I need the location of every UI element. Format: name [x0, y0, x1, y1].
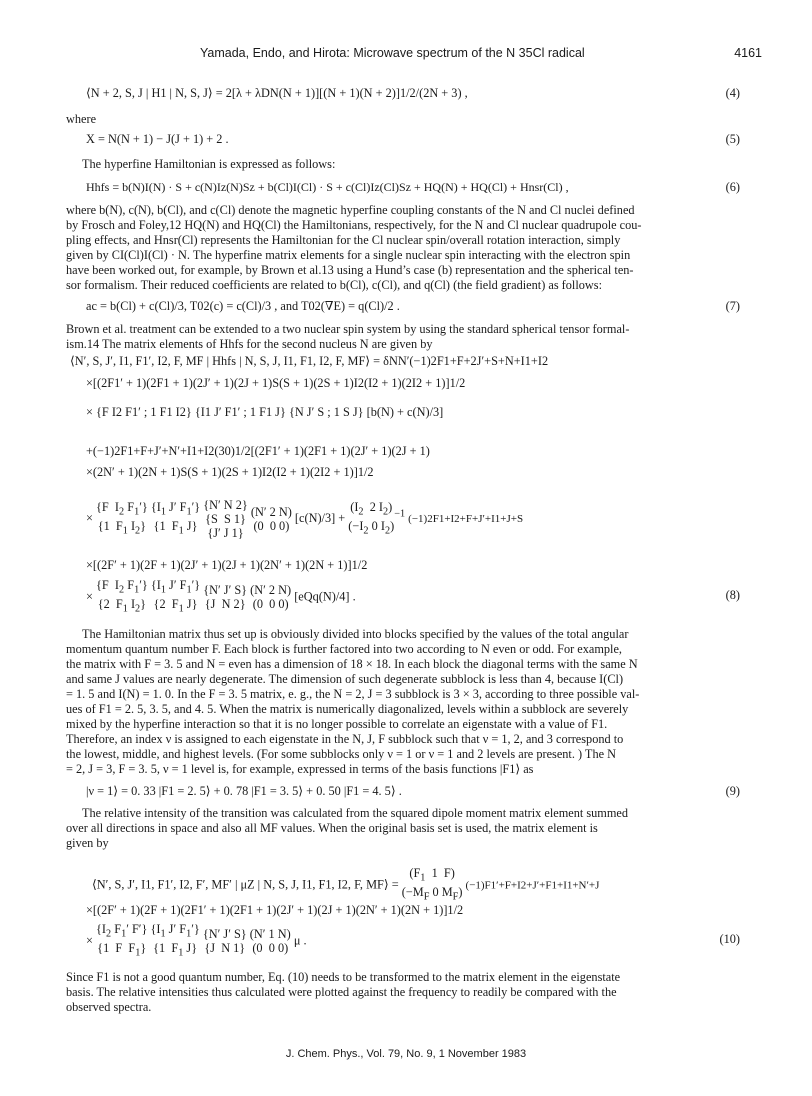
six-j-symbol: {$I_1$ J′ $F_1'$} {2 $F_1$ J}	[150, 578, 201, 615]
paragraph-4-line: given by	[66, 836, 109, 850]
eq10-phase: (−1)F1′+F+I2+J′+F1+I1+N′+J	[465, 879, 600, 892]
equation-10-line-1	[92, 866, 599, 905]
equation-10-line-2: ×[(2F′ + 1)(2F + 1)(2F1′ + 1)(2F1 + 1)(2J′ + 1)(2J + 1)(2N′ + 1)(2N + 1)]1/2	[86, 903, 464, 917]
equation-8-line-2: ×[(2F1′ + 1)(2F1 + 1)(2J′ + 1)(2J + 1)S(S + 1)(2S + 1)I2(I2 + 1)(2I2 + 1)]1/2	[86, 376, 466, 390]
equation-8-line-4: +(−1)2F1+F+J′+N′+I1+I2(30)1/2[(2F1′ + 1)(2F1 + 1)(2J′ + 1)(2J + 1)	[86, 444, 430, 458]
equation-4-number: (4)	[725, 86, 740, 100]
eq8-cN-term: [c(N)/3] +	[294, 510, 346, 525]
paragraph-1-line: where b(N), c(N), b(Cl), and c(Cl) denote the magnetic hyperfine coupling constants of the N and Cl nuclei defined	[66, 203, 635, 217]
paragraph-3-line: Therefore, an index ν is assigned to each eigenstate in the N, J, F subblock such that ν = 1, 2, and 3 correspond to	[66, 732, 624, 746]
equation-8-line-1: ⟨N′, S, J′, I1, F1′, I2, F, MF | Hhfs | N, S, J, I1, F1, I2, F, MF⟩ = δNN′(−1)2F1+F+2J′+S+N+I1+I2	[70, 354, 549, 368]
equation-7: ac = b(Cl) + c(Cl)/3, T02(c) = c(Cl)/3 , and T02(∇E) = q(Cl)/2 .	[86, 299, 400, 313]
paragraph-1-line: by Frosch and Foley,12 HQ(N) and HQ(Cl) the Hamiltonians, respectively, for the N and Cl nuclear quadrupole cou-	[66, 218, 642, 232]
equation-6-number: (6)	[725, 180, 740, 194]
hyperfine-intro: The hyperfine Hamiltonian is expressed as follows:	[82, 157, 336, 171]
equation-8-line-7: ×[(2F′ + 1)(2F + 1)(2J′ + 1)(2J + 1)(2N′ + 1)(2N + 1)]1/2	[86, 558, 368, 572]
three-j-symbol: (N′ 1 N) (0 0 0)	[249, 927, 291, 956]
equation-9: |ν = 1⟩ = 0. 33 |F1 = 2. 5⟩ + 0. 78 |F1 = 3. 5⟩ + 0. 50 |F1 = 4. 5⟩ .	[86, 784, 402, 798]
equation-8-line-3: × {F I2 F1′ ; 1 F1 I2} {I1 J′ F1′ ; 1 F1 J} {N J′ S ; 1 S J} [b(N) + c(N)/3]	[86, 405, 444, 419]
six-j-symbol: {$I_2$ $F_1'$ F′} {1 F $F_1$}	[96, 922, 148, 959]
paragraph-3-line: and same J values are nearly degenerate. The dimension of such degenerate subblock is less than 4, because I(Cl)	[66, 672, 624, 686]
paragraph-5-line: observed spectra.	[66, 1000, 152, 1014]
eq8-eQq-term: [eQq(N)/4] .	[294, 589, 356, 604]
paragraph-1-line: given by CI(Cl)I(Cl) · N. The hyperfine matrix elements for a single nuclear spin interacting with the electron spin	[66, 248, 631, 262]
six-j-symbol: {N′ J′ S} {J N 2}	[203, 583, 248, 612]
three-j-symbol: (N′ 2 N) (0 0 0)	[250, 505, 292, 533]
paragraph-5-line: Since F1 is not a good quantum number, Eq. (10) needs to be transformed to the matrix element in the eigenstate	[66, 970, 621, 984]
three-j-symbol: ($F_1$ 1 F) ($-M_F$ 0 $M_F$)	[401, 866, 463, 903]
paragraph-3-line: the lowest, middle, and highest levels. (For some subblocks only ν = 1 or ν = 1 and 2 levels are present. ) The N	[66, 747, 617, 761]
equation-8-line-6: × {F $I_2$ $F_1'$} {1 $F_1$ $I_2$} {$I_1$ J′ $F_1'$} {1 $F_1$ J} {N′ N 2} {S S 1} {J′ J 1} (N′ 2 N) (0 0 0) $[c(N)/3] + (I_2$ 2 $I_2$) ($-I_2$ 0 $I_2)^{-1}$ (−1)2F1+I2+F+J′+I1+J+S	[86, 498, 524, 540]
paragraph-3-line: the matrix with F = 3. 5 and N = even has a dimension of 18 × 18. In each block the diagonal terms with the same N	[66, 657, 638, 671]
eq8-phase: (−1)2F1+I2+F+J′+I1+J+S	[408, 512, 524, 525]
paragraph-1-line: have been worked out, for example, by Brown et al.13 using a Hund’s case (b) representation and the spherical ten-	[66, 263, 634, 277]
equation-8-number: (8)	[725, 588, 740, 602]
equation-4: ⟨N + 2, S, J | H1 | N, S, J⟩ = 2[λ + λDN(N + 1)][(N + 1)(N + 2)]1/2/(2N + 3) ,	[86, 86, 468, 100]
equation-5-number: (5)	[725, 132, 740, 146]
equation-9-number: (9)	[725, 784, 740, 798]
six-j-symbol: {F $I_2$ $F_1'$} {2 $F_1$ $I_2$}	[96, 578, 148, 615]
equation-10-number: (10)	[719, 932, 740, 946]
paragraph-3-line: momentum quantum number F. Each block is further factored into two according to N even or odd. For example,	[66, 642, 622, 656]
page-number: 4161	[734, 46, 762, 60]
running-title: Yamada, Endo, and Hirota: Microwave spectrum of the N 35Cl radical	[200, 46, 585, 60]
paragraph-2-line: Brown et al. treatment can be extended to a two nuclear spin system by using the standard spherical tensor formal-	[66, 322, 630, 336]
paragraph-1-line: sor formalism. Their reduced coefficients are related to b(Cl), c(Cl), and q(Cl) (the field gradient) as follows:	[66, 278, 602, 292]
paragraph-4-line: The relative intensity of the transition was calculated from the squared dipole moment matrix element summed	[82, 806, 629, 820]
paragraph-5-line: basis. The relative intensities thus calculated were plotted against the frequency to readily be compared with the	[66, 985, 617, 999]
paragraph-3-line: The Hamiltonian matrix thus set up is obviously divided into blocks specified by the values of the total angular	[82, 627, 629, 641]
paragraph-3-line: mixed by the hyperfine interaction so that it is no longer possible to correlate an eigenstate with a value of F1.	[66, 717, 608, 731]
paragraph-1-line: pling effects, and Hnsr(Cl) represents the Hamiltonian for the Cl nuclear spin/overall rotation interaction, simply	[66, 233, 621, 247]
three-j-symbol: ($I_2$ 2 $I_2$) ($-I_2$ 0 $I_2$)	[348, 499, 395, 537]
equation-7-number: (7)	[725, 299, 740, 313]
equation-10-line-3: × {$I_2$ $F_1'$ F′} {1 F $F_1$} {$I_1$ J′ $F_1'$} {1 $F_1$ J} {N′ J′ S} {J N 1} (N′ 1 N) (0 0 0) μ .	[86, 922, 307, 959]
six-j-symbol: {$I_1$ J′ $F_1'$} {1 $F_1$ J}	[150, 499, 201, 537]
eq10-matrix-element: ⟨N′, S, J′, I1, F1′, I2, F′, MF′ | μZ | N, S, J, I1, F1, I2, F, MF⟩ =	[92, 877, 399, 892]
paragraph-3-line: = 2, J = 3, F = 3. 5, ν = 1 level is, for example, expressed in terms of the basis functions |F1⟩ as	[66, 762, 534, 776]
nine-j-symbol: {N′ N 2} {S S 1} {J′ J 1}	[203, 498, 248, 540]
paragraph-3-line: ues of F1 = 2. 5, 3. 5, and 4. 5. When the matrix is numerically diagonalized, levels within a subblock are severely	[66, 702, 629, 716]
six-j-symbol: {$I_1$ J′ $F_1'$} {1 $F_1$ J}	[150, 922, 200, 959]
six-j-symbol: {F $I_2$ $F_1'$} {1 $F_1$ $I_2$}	[96, 499, 148, 537]
three-j-symbol: (N′ 2 N) (0 0 0)	[250, 583, 292, 612]
journal-footer: J. Chem. Phys., Vol. 79, No. 9, 1 November 1983	[285, 1048, 527, 1060]
paragraph-2-line: ism.14 The matrix elements of Hhfs for the second nucleus N are given by	[66, 337, 433, 351]
where-label: where	[66, 112, 97, 126]
equation-6: Hhfs = b(N)I(N) · S + c(N)Iz(N)Sz + b(Cl)I(Cl) · S + c(Cl)Iz(Cl)Sz + HQ(N) + HQ(Cl) + Hnsr(Cl) ,	[86, 180, 569, 194]
eq10-mu: μ .	[293, 933, 307, 948]
paragraph-3-line: = 1. 5 and I(N) = 1. 0. In the F = 3. 5 matrix, e. g., the N = 2, J = 3 subblock is 3 × 3, according to three possible val-	[66, 687, 640, 701]
equation-5: X = N(N + 1) − J(J + 1) + 2 .	[86, 132, 229, 146]
paragraph-4-line: over all directions in space and also all MF values. When the original basis set is used, the matrix element is	[66, 821, 598, 835]
equation-8-line-8: × {F $I_2$ $F_1'$} {2 $F_1$ $I_2$} {$I_1$ J′ $F_1'$} {2 $F_1$ J} {N′ J′ S} {J N 2} (N′ 2 N) (0 0 0) [eQq(N)/4] .	[86, 578, 356, 615]
six-j-symbol: {N′ J′ S} {J N 1}	[202, 927, 247, 956]
equation-8-line-5: ×(2N′ + 1)(2N + 1)S(S + 1)(2S + 1)I2(I2 + 1)(2I2 + 1)]1/2	[86, 465, 374, 479]
